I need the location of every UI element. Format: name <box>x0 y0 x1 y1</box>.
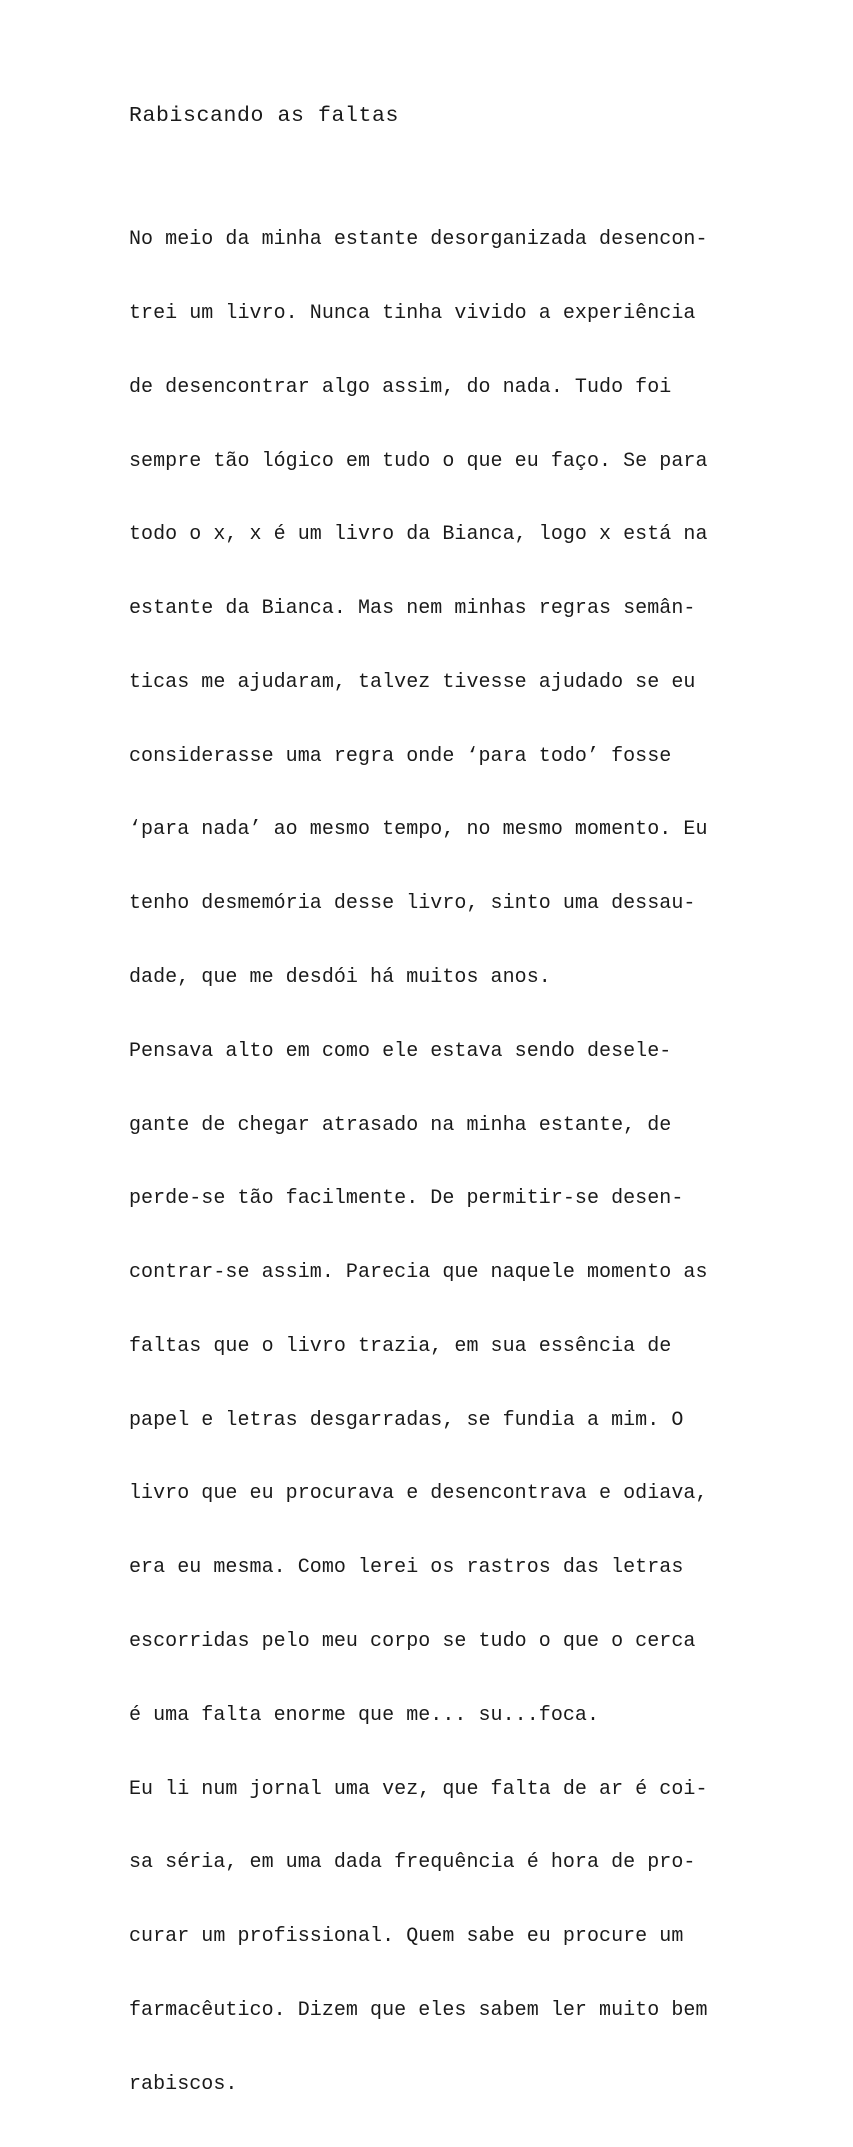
body-line: ‘para nada’ ao mesmo tempo, no mesmo momento. Eu <box>129 818 708 842</box>
body-line: é uma falta enorme que me... su...foca. <box>129 1703 600 1727</box>
body-line: escorridas pelo meu corpo se tudo o que o cerca <box>129 1630 696 1654</box>
body-line: No meio da minha estante desorganizada desencon- <box>129 228 708 252</box>
body-line: considerasse uma regra onde ‘para todo’ fosse <box>129 744 672 768</box>
body-line: perde-se tão facilmente. De permitir-se desen- <box>129 1187 684 1211</box>
body-line: dade, que me desdói há muitos anos. <box>129 966 551 989</box>
body-line: tenho desmemória desse livro, sinto uma dessau- <box>129 892 696 916</box>
body-line: rabiscos. <box>129 2072 238 2096</box>
body-line: papel e letras desgarradas, se fundia a mim. O <box>129 1408 684 1432</box>
body-line: Pensava alto em como ele estava sendo desele- <box>129 1039 672 1063</box>
body-line: gante de chegar atrasado na minha estante, de <box>129 1113 672 1137</box>
document-body <box>129 179 708 2147</box>
body-line: sempre tão lógico em tudo o que eu faço. Se para <box>129 449 708 473</box>
body-line: Eu li num jornal uma vez, que falta de ar é coi- <box>129 1777 708 1801</box>
body-line: contrar-se assim. Parecia que naquele momento as <box>129 1261 708 1285</box>
body-line: ticas me ajudaram, talvez tivesse ajudado se eu <box>129 670 696 694</box>
body-line: sa séria, em uma dada frequência é hora de pro- <box>129 1851 696 1875</box>
body-line: livro que eu procurava e desencontrava e odiava, <box>129 1482 708 1506</box>
body-line: estante da Bianca. Mas nem minhas regras semân- <box>129 597 696 621</box>
body-line: todo o x, x é um livro da Bianca, logo x está na <box>129 523 708 547</box>
body-line: farmacêutico. Dizem que eles sabem ler muito bem <box>129 1998 708 2022</box>
document-title: Rabiscando as faltas <box>129 104 400 128</box>
body-line: curar um profissional. Quem sabe eu procure um <box>129 1925 684 1949</box>
body-line: trei um livro. Nunca tinha vivido a experiência <box>129 301 696 325</box>
body-line: de desencontrar algo assim, do nada. Tudo foi <box>129 375 672 399</box>
body-line: faltas que o livro trazia, em sua essência de <box>129 1334 672 1358</box>
body-line: era eu mesma. Como lerei os rastros das letras <box>129 1556 684 1580</box>
